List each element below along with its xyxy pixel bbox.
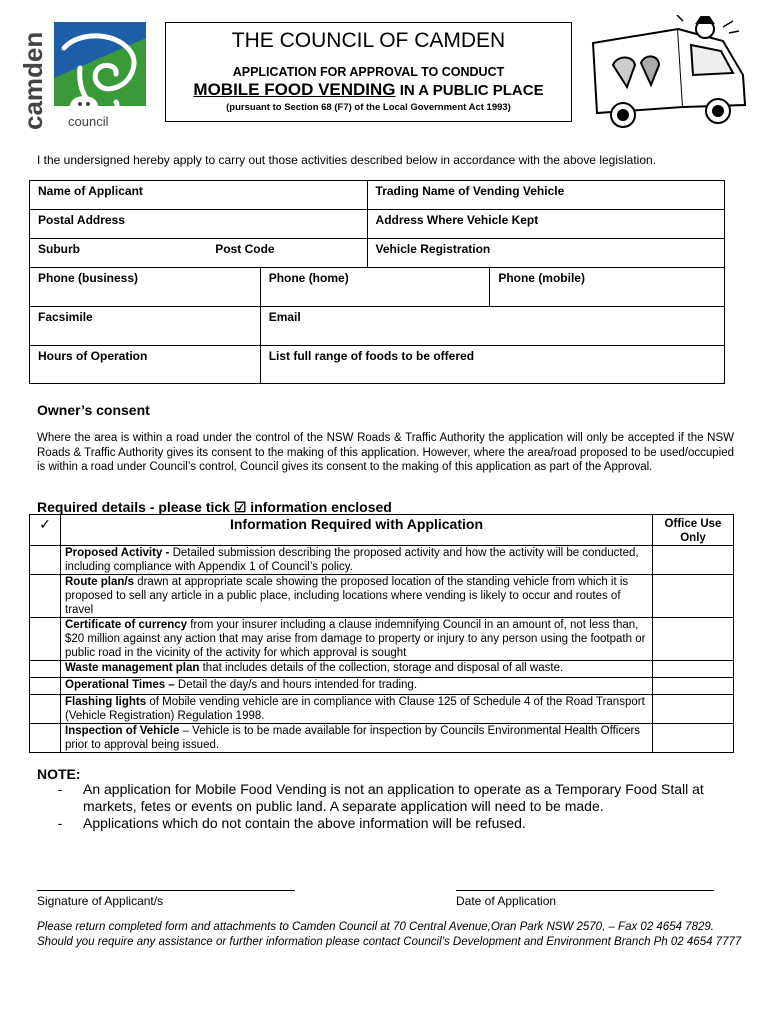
subtitle-line1: APPLICATION FOR APPROVAL TO CONDUCT — [232, 65, 505, 79]
required-info-table — [29, 514, 734, 753]
field-name-of-applicant[interactable]: Name of Applicant — [30, 181, 368, 210]
field-trading-name[interactable]: Trading Name of Vending Vehicle — [367, 181, 724, 210]
requirement-text: Certificate of currency from your insurer including a clause indemnifying Council in an amount of, not less than, $20 million against any action that may arise from damage to property or injury to any person using the footpath or public road in the vicinity of the activity for which approval is sought — [61, 618, 653, 661]
subtitle-line3: (pursuant to Section 68 (F7) of the Local Government Act 1993) — [226, 102, 511, 113]
list-item: - An application for Mobile Food Vending is not an application to operate as a Temporary Food Stall at markets, fetes or events on public land. A separate application will need to be made. — [57, 781, 704, 814]
return-instructions: Please return completed form and attachments to Camden Council at 70 Central Avenue,Oran Park NSW 2570, – Fax 02 4654 7829. Should you require any assistance or further information please contact Council’s Development and Environment Branch Ph 02 4654 7777 — [37, 921, 742, 948]
office-use-cell — [653, 724, 734, 753]
tick-cell[interactable] — [30, 695, 61, 724]
table-row — [30, 546, 734, 575]
tick-column-header: ✓ — [30, 515, 61, 546]
logo-sub-text: council — [68, 114, 109, 129]
office-use-cell — [653, 575, 734, 618]
field-email[interactable]: Email — [260, 307, 724, 346]
table-row — [30, 575, 734, 618]
table-row — [30, 618, 734, 661]
tick-cell[interactable] — [30, 546, 61, 575]
logo-brand-text: camden — [20, 31, 48, 130]
list-item: - Applications which do not contain the above information will be refused. — [57, 815, 526, 831]
field-foods-offered[interactable]: List full range of foods to be offered — [260, 346, 724, 384]
office-use-header: Office Use Only — [653, 515, 734, 546]
field-facsimile[interactable]: Facsimile — [30, 307, 261, 346]
note-heading: NOTE: — [37, 766, 81, 782]
table-row — [30, 695, 734, 724]
tick-cell[interactable] — [30, 618, 61, 661]
tick-cell[interactable] — [30, 678, 61, 695]
owners-consent-body: Where the area is within a road under the control of the NSW Roads & Traffic Authority the application will only be accepted if the NSW Roads & Traffic Authority gives its consent to the making of this application. However, where the area/road proposed to be used/occupied is within a road under Council’s control, Council gives its consent to the making of this application as part of the Approval. — [37, 432, 734, 473]
requirement-text: Flashing lights of Mobile vending vehicle are in compliance with Clause 125 of Schedule 4 of the Road Transport (Vehicle Registration) Regulation 1998. — [61, 695, 653, 724]
intro-text: I the undersigned hereby apply to carry out those activities described below in accordance with the above legislation. — [37, 153, 657, 167]
signature-label: Signature of Applicant/s — [37, 894, 164, 908]
tick-cell[interactable] — [30, 661, 61, 678]
requirement-text: Waste management plan that includes details of the collection, storage and disposal of all waste. — [61, 661, 653, 678]
info-column-header: Information Required with Application — [61, 515, 653, 546]
food-van-illustration — [583, 15, 753, 135]
table-row — [30, 724, 734, 753]
page-title: THE COUNCIL OF CAMDEN — [231, 29, 506, 52]
field-post-code[interactable]: Post Code — [207, 239, 367, 268]
tick-cell[interactable] — [30, 575, 61, 618]
requirement-text: Operational Times – Detail the day/s and hours intended for trading. — [61, 678, 653, 695]
signature-line[interactable] — [37, 890, 295, 891]
tick-cell[interactable] — [30, 724, 61, 753]
requirement-text: Inspection of Vehicle – Vehicle is to be made available for inspection by Councils Environmental Health Officers prior to approval being issued. — [61, 724, 653, 753]
subtitle-line2 — [166, 80, 571, 100]
field-vehicle-kept-address[interactable]: Address Where Vehicle Kept — [367, 210, 724, 239]
subtitle-line2-rest: IN A PUBLIC PLACE — [395, 82, 544, 99]
field-vehicle-registration[interactable]: Vehicle Registration — [367, 239, 724, 268]
table-row — [30, 661, 734, 678]
requirement-text: Proposed Activity - Detailed submission describing the proposed activity and how the activity will be conducted, including compliance with Appendix 1 of Council’s policy. — [61, 546, 653, 575]
field-suburb[interactable]: Suburb — [30, 239, 208, 268]
date-line[interactable] — [456, 890, 714, 891]
note-list — [37, 781, 737, 832]
field-phone-home[interactable]: Phone (home) — [260, 268, 490, 307]
field-postal-address[interactable]: Postal Address — [30, 210, 368, 239]
office-use-cell — [653, 618, 734, 661]
office-use-cell — [653, 695, 734, 724]
table-row — [30, 678, 734, 695]
office-use-cell — [653, 546, 734, 575]
title-box — [165, 22, 572, 122]
office-use-cell — [653, 678, 734, 695]
field-phone-mobile[interactable]: Phone (mobile) — [490, 268, 725, 307]
date-label: Date of Application — [456, 894, 557, 908]
field-hours-of-operation[interactable]: Hours of Operation — [30, 346, 261, 384]
subtitle-line2-big: MOBILE FOOD VENDING — [193, 80, 396, 99]
office-use-cell — [653, 661, 734, 678]
field-phone-business[interactable]: Phone (business) — [30, 268, 261, 307]
owners-consent-heading: Owner’s consent — [37, 402, 150, 418]
camden-council-logo — [20, 18, 150, 130]
requirement-text: Route plan/s drawn at appropriate scale showing the proposed location of the standing vehicle from which it is proposed to sell any article in a public place, including locations where vending is likely to occur and routes of travel — [61, 575, 653, 618]
applicant-details-table — [29, 180, 725, 384]
required-details-heading: Required details - please tick ☑ information enclosed — [37, 499, 392, 515]
